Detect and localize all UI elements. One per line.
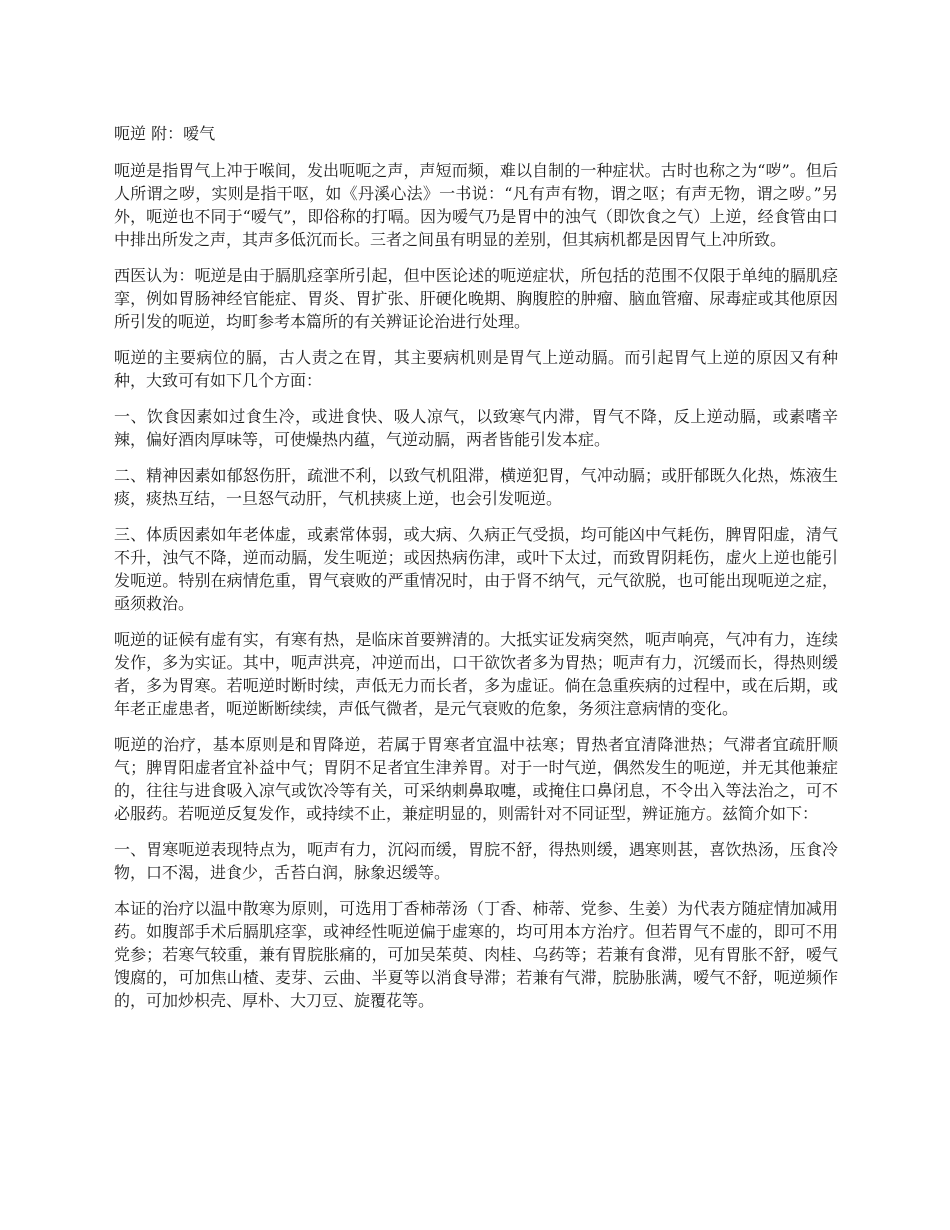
document-title: 呃逆 附：嗳气	[114, 124, 216, 143]
paragraph-constitution-factor: 三、体质因素如年老体虚，或素常体弱，或大病、久病正气受损，均可能凶中气耗伤，脾胃阳虚，清气不升，浊气不降，逆而动膈，发生呃逆；或因热病伤津，或叶下太过，而致胃阴耗伤，虚火上逆也能引发呃逆。特别在病情危重，胃气衰败的严重情况时，由于肾不纳气，元气欲脱，也可能出现呃逆之症，亟须救治。	[114, 525, 838, 613]
paragraph-stomach-cold: 一、胃寒呃逆表现特点为，呃声有力，沉闷而缓，胃脘不舒，得热则缓，遇寒则甚，喜饮热汤，压食冷物，口不渴，进食少，舌苔白润，脉象迟缓等。	[114, 840, 838, 882]
paragraph-syndrome-differentiation: 呃逆的证候有虚有实，有寒有热，是临床首要辨清的。大抵实证发病突然，呃声响亮，气冲有力，连续发作，多为实证。其中，呃声洪亮，冲逆而出，口干欲饮者多为胃热；呃声有力，沉缓而长，得热则缓者，多为胃寒。若呃逆时断时续，声低无力而长者，多为虚证。倘在急重疾病的过程中，或在后期，或年老正虚患者，呃逆断断续续，声低气微者，是元气衰败的危象，务须注意病情的变化。	[114, 630, 838, 718]
paragraph-treatment-principle: 呃逆的治疗，基本原则是和胃降逆，若属于胃寒者宜温中祛寒；胃热者宜清降泄热；气滞者宜疏肝顺气；脾胃阳虚者宜补益中气；胃阴不足者宜生津养胃。对于一时气逆，偶然发生的呃逆，并无其他兼症的，往往与进食吸入凉气或饮冷等有关，可采纳刺鼻取嚏，或掩住口鼻闭息，不令出入等法治之，可不必服药。若呃逆反复发作，或持续不止，兼症明显的，则需针对不同证型，辨证施方。兹简介如下：	[114, 735, 838, 823]
paragraph-diet-factor: 一、饮食因素如过食生冷，或进食快、吸人凉气，以致寒气内滞，胃气不降，反上逆动膈，或素嗜辛辣，偏好酒肉厚味等，可使燥热内蕴，气逆动膈，两者皆能引发本症。	[114, 407, 838, 449]
paragraph-pathogenesis: 呃逆的主要病位的膈，古人责之在胃，其主要病机则是胃气上逆动膈。而引起胃气上逆的原因又有种种，大致可有如下几个方面：	[114, 348, 838, 390]
paragraph-definition: 呃逆是指胃气上冲于喉间，发出呃呃之声，声短而频，难以自制的一种症状。古时也称之为“哕”。但后人所谓之哕，实则是指干呕，如《丹溪心法》一书说：“凡有声有物，谓之呕；有声无物，谓之哕。”另外，呃逆也不同于“嗳气”，即俗称的打嗝。因为嗳气乃是胃中的浊气（即饮食之气）上逆，经食管由口中排出所发之声，其声多低沉而长。三者之间虽有明显的差别，但其病机都是因胃气上冲所致。	[114, 161, 838, 249]
paragraph-emotion-factor: 二、精神因素如郁怒伤肝，疏泄不利，以致气机阻滞，横逆犯胃，气冲动膈；或肝郁既久化热，炼液生痰，痰热互结，一旦怒气动肝，气机挟痰上逆，也会引发呃逆。	[114, 466, 838, 508]
paragraph-prescription: 本证的治疗以温中散寒为原则，可选用丁香柿蒂汤（丁香、柿蒂、党参、生姜）为代表方随症情加减用药。如腹部手术后膈肌痉挛，或神经性呃逆偏于虚寒的，均可用本方治疗。但若胃气不虚的，即可不用党参；若寒气较重，兼有胃脘胀痛的，可加吴茱萸、肉桂、乌药等；若兼有食滞，见有胃胀不舒，嗳气馊腐的，可加焦山楂、麦芽、云曲、半夏等以消食导滞；若兼有气滞，脘胁胀满，嗳气不舒，呃逆频作的，可加炒枳壳、厚朴、大刀豆、旋覆花等。	[114, 899, 838, 1010]
document-page	[114, 122, 838, 1025]
paragraph-western-view: 西医认为：呃逆是由于膈肌痉挛所引起，但中医论述的呃逆症状，所包括的范围不仅限于单纯的膈肌痉挛，例如胃肠神经官能症、胃炎、胃扩张、肝硬化晚期、胸腹腔的肿瘤、脑血管瘤、尿毒症或其他原因所引发的呃逆，均町参考本篇所的有关辨证论治进行处理。	[114, 266, 838, 331]
